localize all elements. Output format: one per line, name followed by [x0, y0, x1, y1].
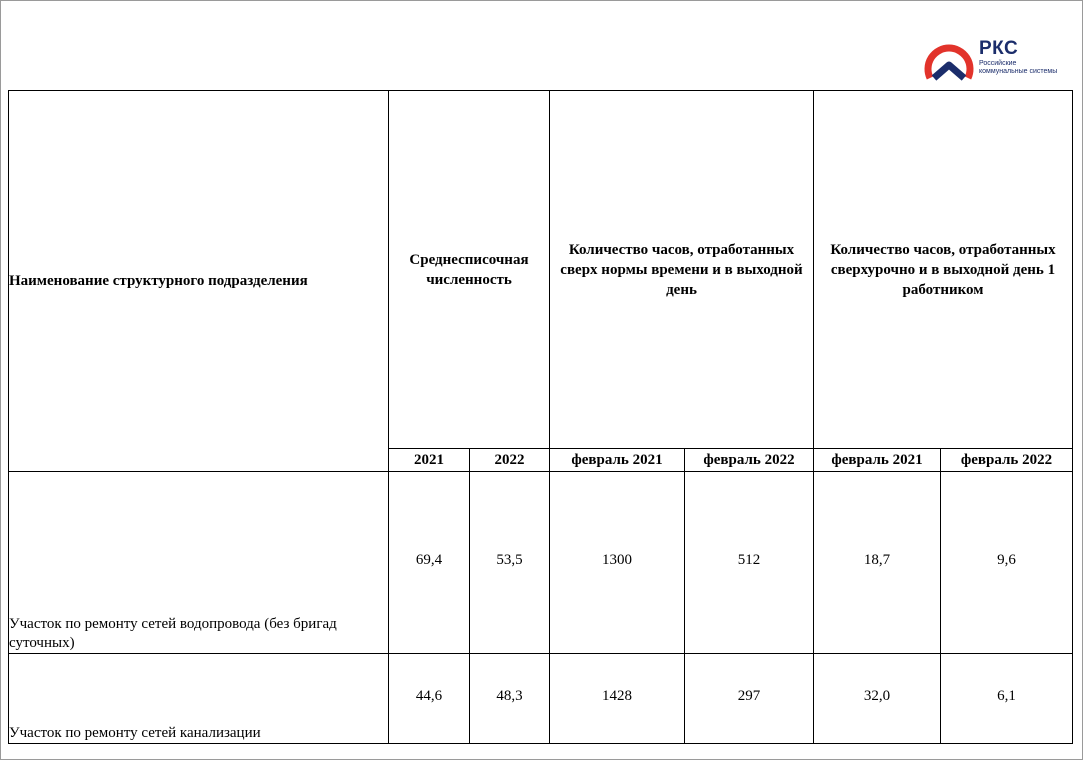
row-value: 1428 — [550, 654, 685, 744]
table-row — [9, 654, 1073, 744]
row-value: 44,6 — [389, 654, 470, 744]
row-value: 69,4 — [389, 472, 470, 654]
overtime-table — [8, 90, 1073, 744]
logo-brand: РКС — [979, 38, 1019, 59]
row-value: 512 — [685, 472, 814, 654]
row-value: 48,3 — [470, 654, 550, 744]
row-name: Участок по ремонту сетей канализации — [9, 654, 389, 744]
header-name-col: Наименование структурного подразделения — [9, 91, 389, 472]
logo-subtitle: Российские коммунальные системы — [979, 60, 1058, 75]
header-row — [9, 91, 1073, 449]
header-year: февраль 2021 — [814, 449, 941, 472]
table-row — [9, 472, 1073, 654]
header-year: февраль 2022 — [685, 449, 814, 472]
row-value: 6,1 — [941, 654, 1073, 744]
row-name: Участок по ремонту сетей водопровода (без бригад суточных) — [9, 472, 389, 654]
header-year: февраль 2022 — [941, 449, 1073, 472]
row-value: 53,5 — [470, 472, 550, 654]
header-year: февраль 2021 — [550, 449, 685, 472]
row-value: 9,6 — [941, 472, 1073, 654]
header-group-headcount: Среднесписочная численность — [389, 91, 550, 449]
row-value: 32,0 — [814, 654, 941, 744]
header-year: 2021 — [389, 449, 470, 472]
rks-logo — [924, 38, 1058, 86]
row-value: 297 — [685, 654, 814, 744]
row-value: 1300 — [550, 472, 685, 654]
header-group-overtime-per-worker: Количество часов, отработанных сверхурочно и в выходной день 1 работником — [814, 91, 1073, 449]
header-year: 2022 — [470, 449, 550, 472]
row-value: 18,7 — [814, 472, 941, 654]
header-group-overtime-hours: Количество часов, отработанных сверх нормы времени и в выходной день — [550, 91, 814, 449]
rks-logo-icon — [924, 38, 974, 84]
